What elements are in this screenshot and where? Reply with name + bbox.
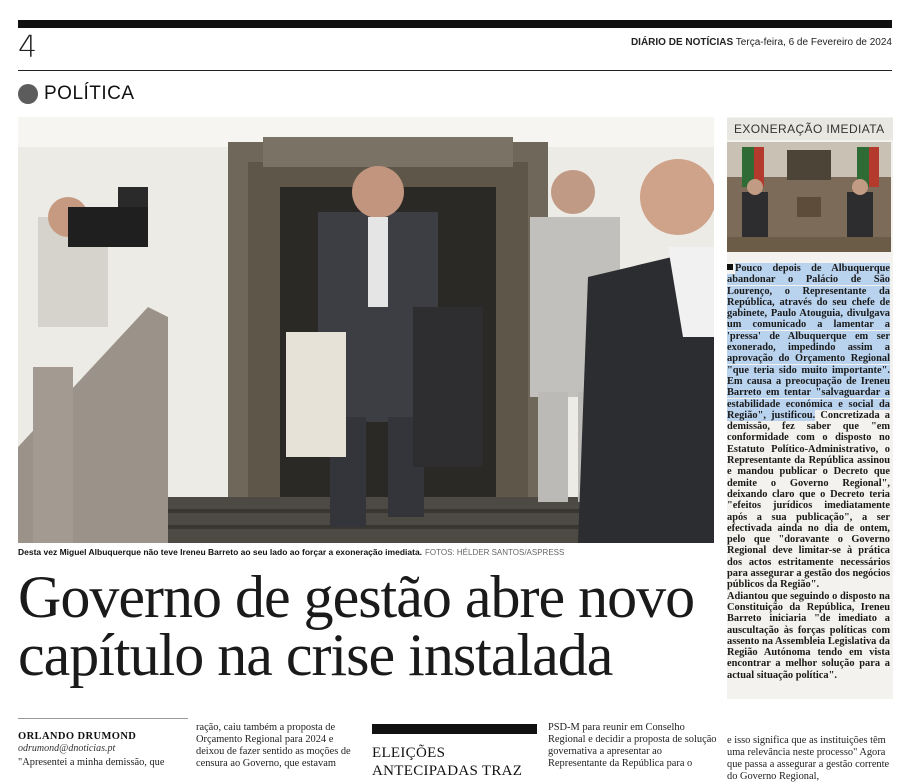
sidebar-paragraph-2: Adiantou que seguindo o disposto na Constituição da República, Ireneu Barreto iniciaria "de imediato a auscultação às forças políticas com assento na Assembleia Legislativa da Região Autónoma tendo em vista encontrar a melhor solução para a actual situação política". <box>727 590 890 681</box>
issue-date: Terça-feira, 6 de Fevereiro de 2024 <box>735 37 892 48</box>
article-column-2: ração, caiu também a proposta de Orçamento Regional para 2024 e deixou de fazer sentido as moções de censura ao Governo, que estavam <box>196 722 351 769</box>
sidebar-text <box>727 263 890 681</box>
page-number: 4 <box>18 30 38 65</box>
box-heading: ELEIÇÕES ANTECIPADAS TRAZ <box>372 745 523 779</box>
photo-caption <box>18 547 718 557</box>
sidebar-title: EXONERAÇÃO IMEDIATA <box>727 118 893 140</box>
photo-credit: FOTOS: HÉLDER SANTOS/ASPRESS <box>425 548 565 557</box>
publication-name: DIÁRIO DE NOTÍCIAS <box>630 37 734 48</box>
sidebar-photo <box>727 142 891 252</box>
article-column-4: PSD-M para reunir em Conselho Regional e decidir a proposta de solução governativa a apresentar ao Representante da República para o <box>548 722 717 769</box>
main-photo <box>18 117 714 543</box>
bullet-square-icon <box>727 264 733 270</box>
headline-line-2: capítulo na crise instalada <box>18 622 613 688</box>
article-column-1: "Apresentei a minha demissão, que <box>18 757 165 768</box>
section-tag <box>18 82 135 106</box>
section-dot-icon <box>18 84 38 104</box>
masthead <box>631 37 892 48</box>
highlighted-text: Pouco depois de Albuquerque abandonar o Palácio de São Lourenço, o Representante da República, através do seu chefe de gabinete, Paulo Atouguia, divulgava um comunicado a lamentar a 'pressa' de Albuquerque em ser exonerado, impedindo assim a aprovação do Orçamento Regional "que teria sido muito importante". Em causa a preocupação de Ireneu Barreto em tentar "salvaguardar a estabilidade económica e social da Região", justificou. <box>727 263 890 421</box>
section-label: POLÍTICA <box>44 83 135 104</box>
byline-rule <box>18 718 188 719</box>
caption-text: Desta vez Miguel Albuquerque não teve Ireneu Barreto ao seu lado ao forçar a exoneração imediata. <box>18 547 423 557</box>
main-photo-illustration <box>18 117 714 543</box>
box-heading-bar <box>372 724 537 734</box>
article-column-5: e isso significa que as instituições têm uma relevância neste processo" Agora que passa a assegurar a gestão corrente do Governo Regional, <box>727 735 890 782</box>
byline-email[interactable]: odrumond@dnoticias.pt <box>18 743 116 754</box>
byline-author: ORLANDO DRUMOND <box>18 731 137 742</box>
top-rule <box>18 20 892 28</box>
sidebar-photo-illustration <box>727 142 891 252</box>
sidebar-text-continued: Concretizada a demissão, fez saber que "em conformidade com o disposto no Estatuto Político-Administrativo, o Representante da República assinou e mandou publicar o Decreto que demite o Governo Regional", deixando claro que o Decreto teria "efeitos jurídicos imediatamente após a sua publicação", a ser efectivada ainda no dia de ontem, pelo que "doravante o Governo Regional deve limitar-se à prática dos actos estritamente necessários para assegurar a gestão dos negócios públicos da Região". <box>727 409 890 591</box>
headline-line-1: Governo de gestão abre novo <box>18 564 695 630</box>
sidebar-paragraph-1 <box>727 263 890 591</box>
headline <box>18 564 718 688</box>
header-rule <box>18 70 892 71</box>
